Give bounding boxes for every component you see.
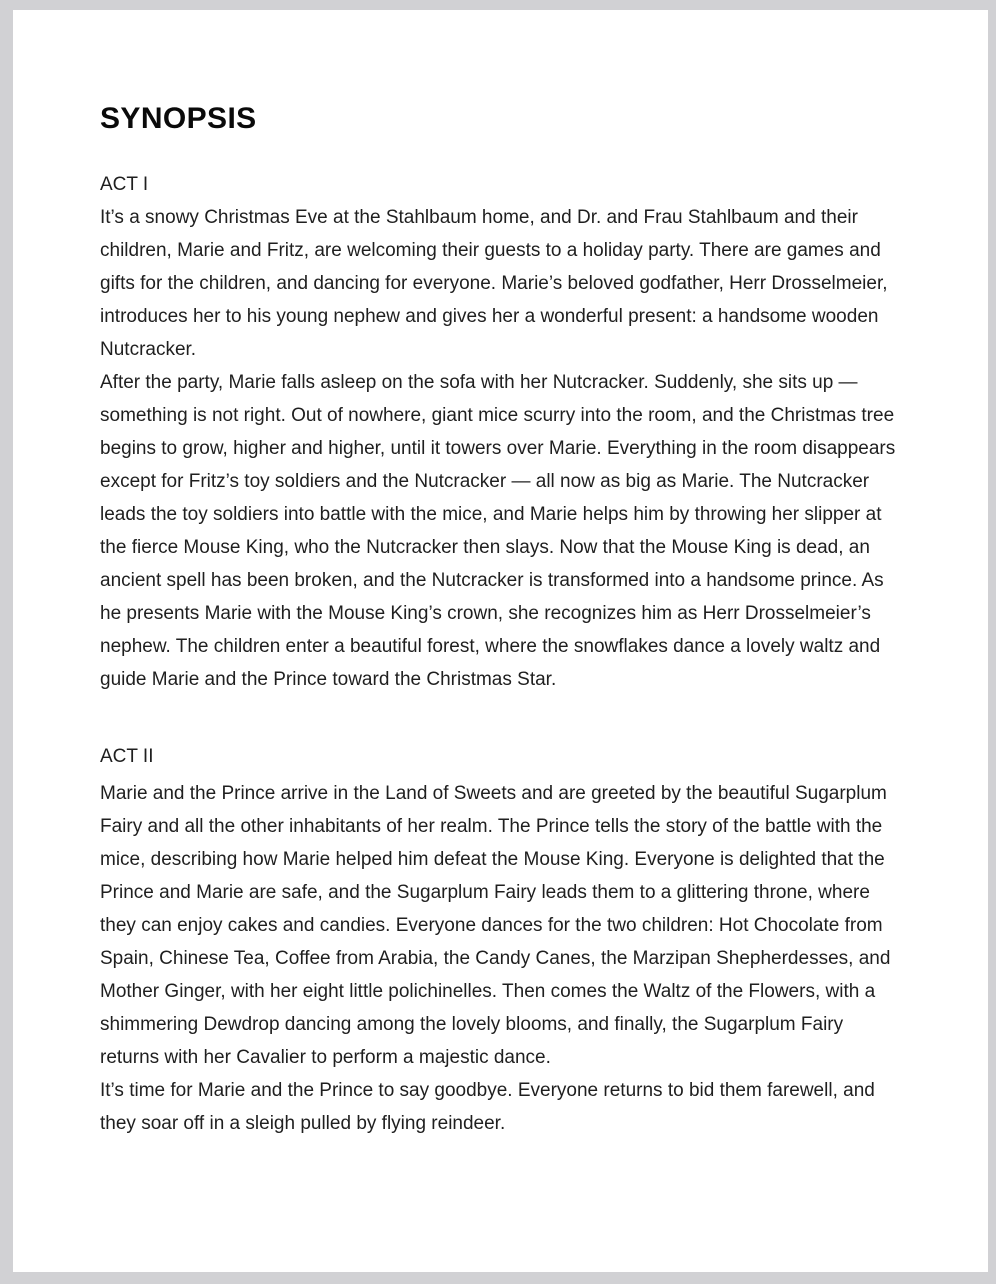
act-2-heading: ACT II (100, 746, 154, 767)
act-1-paragraph-1: It’s a snowy Christmas Eve at the Stahlbaum home, and Dr. and Frau Stahlbaum and their children, Marie and Fritz, are welcoming their guests to a holiday party. There are games and gifts for the children, and dancing for everyone. Marie’s beloved godfather, Herr Drosselmeier, introduces her to his young nephew and gives her a wonderful present: a handsome wooden Nutcracker. (100, 207, 888, 360)
act-1-section (100, 168, 900, 696)
act-1-paragraph-2: After the party, Marie falls asleep on the sofa with her Nutcracker. Suddenly, she sits up — something is not right. Out of nowhere, giant mice scurry into the room, and the Christmas tree begins to grow, higher and higher, until it towers over Marie. Everything in the room disappears except for Fritz’s toy soldiers and the Nutcracker — all now as big as Marie. The Nutcracker leads the toy soldiers into battle with the mice, and Marie helps him by throwing her slipper at the fierce Mouse King, who the Nutcracker then slays. Now that the Mouse King is dead, an ancient spell has been broken, and the Nutcracker is transformed into a handsome prince. As he presents Marie with the Mouse King’s crown, she recognizes him as Herr Drosselmeier’s nephew. The children enter a beautiful forest, where the snowflakes dance a lovely waltz and guide Marie and the Prince toward the Christmas Star. (100, 372, 896, 690)
act-2-section (100, 740, 900, 1140)
act-2-paragraph-2: It’s time for Marie and the Prince to say goodbye. Everyone returns to bid them farewell, and they soar off in a sleigh pulled by flying reindeer. (100, 1080, 875, 1134)
act-1-heading: ACT I (100, 174, 149, 195)
document-page (13, 10, 988, 1272)
act-2-paragraph-1: Marie and the Prince arrive in the Land of Sweets and are greeted by the beautiful Sugarplum Fairy and all the other inhabitants of her realm. The Prince tells the story of the battle with the mice, describing how Marie helped him defeat the Mouse King. Everyone is delighted that the Prince and Marie are safe, and the Sugarplum Fairy leads them to a glittering throne, where they can enjoy cakes and candies. Everyone dances for the two children: Hot Chocolate from Spain, Chinese Tea, Coffee from Arabia, the Candy Canes, the Marzipan Shepherdesses, and Mother Ginger, with her eight little polichinelles. Then comes the Waltz of the Flowers, with a shimmering Dewdrop dancing among the lovely blooms, and finally, the Sugarplum Fairy returns with her Cavalier to perform a majestic dance. (100, 783, 891, 1068)
document-title: SYNOPSIS (100, 102, 257, 135)
